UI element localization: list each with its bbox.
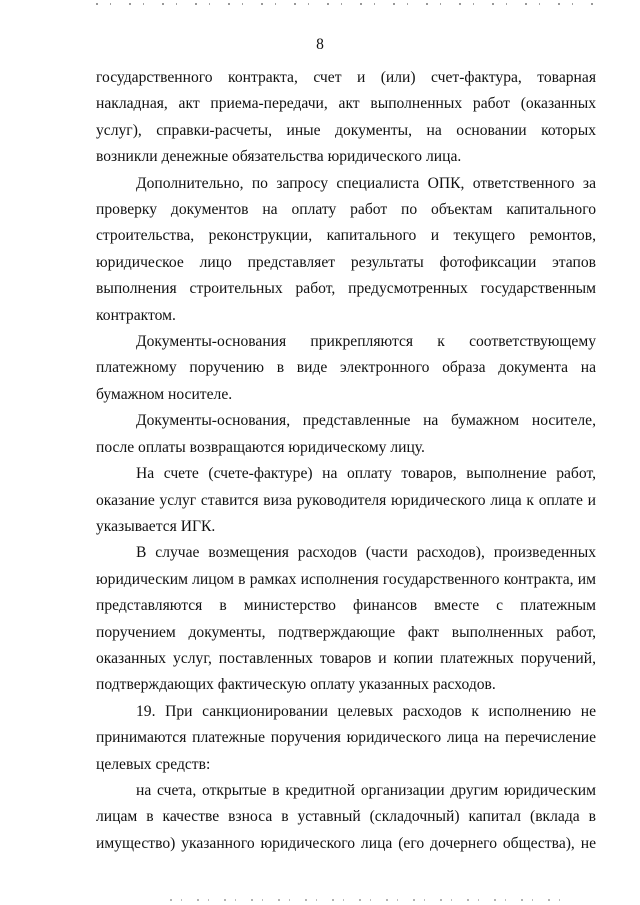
paragraph: Документы-основания, представленные на бумажном носителе, после оплаты возвращаются юридическому лицу. xyxy=(96,412,596,456)
paragraph: Дополнительно, по запросу специалиста ОПК, ответственного за проверку документов на оплату работ по объектам капитального строительства, реконструкции, капитального и текущего ремонтов, юридическое лицо представляет результаты фотофиксации этапов выполнения строительных работ, предусмотренных государственным контрактом. xyxy=(96,174,596,324)
paragraph: на счета, открытые в кредитной организации другим юридическим лицам в качестве взноса в уставный (складочный) капитал (вклада в имущество) указанного юридического лица (его дочернего общества), не xyxy=(96,781,596,852)
paragraph: Документы-основания прикрепляются к соответствующему платежному поручению в виде электронного образа документа на бумажном носителе. xyxy=(96,333,596,403)
paragraph: В случае возмещения расходов (части расходов), произведенных юридическим лицом в рамках исполнения государственного контракта, им представляются в министерство финансов вместе с платежным поручением документы, подтверждающие факт выполненных работ, оказанных услуг, поставленных товаров и копии платежных поручений, подтверждающих фактическую оплату указанных расходов. xyxy=(96,544,596,694)
paragraph: государственного контракта, счет и (или) счет-фактура, товарная накладная, акт приема-передачи, акт выполненных работ (оказанных услуг), справки-расчеты, иные документы, на основании которых возникли денежные обязательства юридического лица. xyxy=(96,69,596,166)
top-scan-artifact xyxy=(96,3,596,5)
paragraph: 19. При санкционировании целевых расходов к исполнению не принимаются платежные поручения юридического лица на перечисление целевых средств: xyxy=(96,702,596,773)
bottom-scan-artifact xyxy=(170,899,570,901)
page-number: 8 xyxy=(316,36,324,53)
document-body xyxy=(96,65,596,857)
paragraph: На счете (счете-фактуре) на оплату товаров, выполнение работ, оказание услуг ставится виза руководителя юридического лица к оплате и указывается ИГК. xyxy=(96,465,596,535)
